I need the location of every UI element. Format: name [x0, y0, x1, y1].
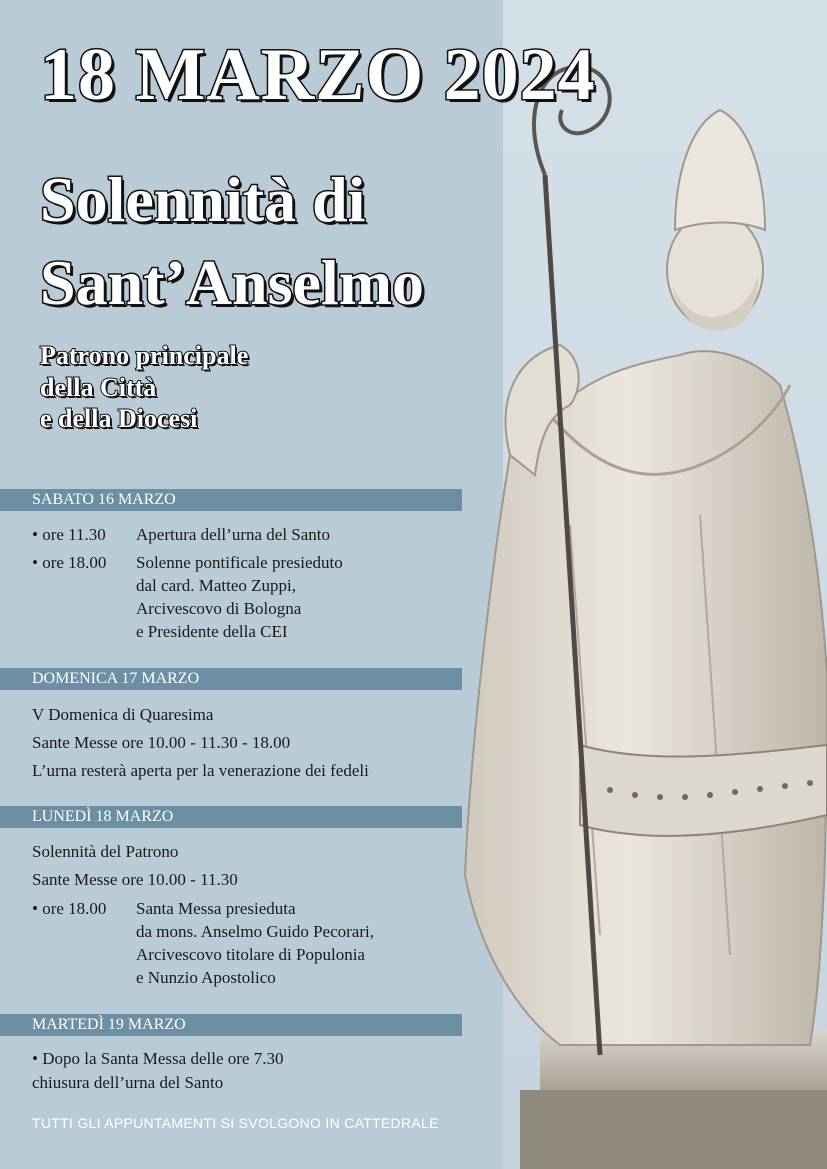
patron-subtitle [40, 340, 248, 435]
item-line: Santa Messa presieduta [136, 899, 296, 918]
solemnity-title [40, 158, 424, 324]
day-heading-sunday: DOMENICA 17 MARZO [0, 668, 462, 690]
item-line: e Presidente della CEI [136, 622, 288, 641]
item-time: • ore 11.30 [32, 525, 106, 544]
item-line: dal card. Matteo Zuppi, [136, 576, 297, 595]
footer-note: TUTTI GLI APPUNTAMENTI SI SVOLGONO IN CATTEDRALE [32, 1115, 439, 1131]
schedule-line: V Domenica di Quaresima [32, 705, 214, 724]
mitre [675, 110, 765, 230]
date-title: 18 MARZO 2024 [40, 34, 596, 116]
item-line: e Nunzio Apostolico [136, 968, 276, 987]
item-line: Arcivescovo titolare di Populonia [136, 945, 365, 964]
schedule-line: Sante Messe ore 10.00 - 11.30 - 18.00 [32, 733, 291, 752]
solemnity-line-1: Solennità di [40, 164, 366, 235]
item-description [136, 523, 330, 546]
item-description [136, 551, 343, 643]
schedule-line: Solennità del Patrono [32, 842, 179, 861]
item-line: Apertura dell’urna del Santo [136, 525, 331, 544]
patron-line-3: e della Diocesi [40, 404, 198, 434]
day-heading-saturday: SABATO 16 MARZO [0, 489, 462, 511]
day-heading-monday: LUNEDÌ 18 MARZO [0, 806, 462, 828]
item-time: • ore 18.00 [32, 553, 107, 572]
item-line: Solenne pontificale presieduto [136, 553, 343, 572]
item-description [136, 897, 374, 989]
pedestal-base [520, 1090, 827, 1169]
item-line: da mons. Anselmo Guido Pecorari, [136, 922, 374, 941]
solemnity-line-2: Sant’Anselmo [40, 247, 425, 319]
patron-line-2: della Città [40, 372, 157, 402]
schedule-line: L’urna resterà aperta per la venerazione dei fedeli [32, 761, 369, 780]
schedule-line: Sante Messe ore 10.00 - 11.30 [32, 870, 238, 889]
schedule-line: chiusura dell’urna del Santo [32, 1073, 224, 1092]
item-line: Arcivescovo di Bologna [136, 599, 302, 618]
patron-line-1: Patrono principale [40, 341, 249, 370]
saint-statue-illustration [450, 55, 827, 1169]
item-time: • ore 18.00 [32, 899, 107, 918]
schedule-line: • Dopo la Santa Messa delle ore 7.30 [32, 1049, 284, 1068]
day-heading-tuesday: MARTEDÌ 19 MARZO [0, 1014, 462, 1036]
